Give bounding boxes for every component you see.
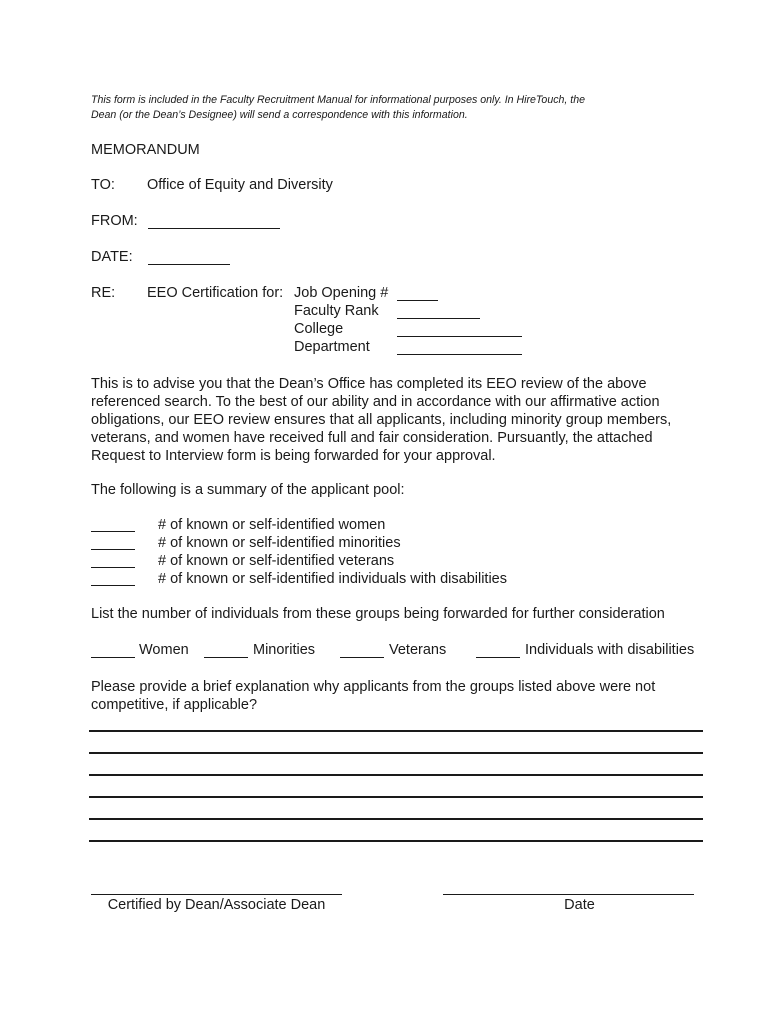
explanation-line: competitive, if applicable?	[91, 697, 258, 713]
explanation-line: Please provide a brief explanation why applicants from the groups listed above were not	[91, 679, 656, 695]
pool-women-blank[interactable]	[91, 531, 135, 532]
pool-item-women: # of known or self-identified women	[158, 517, 386, 533]
to-value: Office of Equity and Diversity	[147, 177, 333, 193]
college-blank[interactable]	[397, 336, 522, 337]
explanation-writing-line[interactable]	[89, 796, 703, 798]
paragraph-line: veterans, and women have received full and fair consideration. Pursuantly, the attached	[91, 430, 653, 446]
pool-veterans-blank[interactable]	[91, 567, 135, 568]
header-note	[91, 93, 585, 123]
forward-minorities-blank[interactable]	[204, 657, 248, 658]
paragraph-line: obligations, our EEO review ensures that all applicants, including minority group members,	[91, 412, 672, 428]
date-blank[interactable]	[148, 264, 230, 265]
memo-title: MEMORANDUM	[91, 142, 200, 158]
forward-minorities-label: Minorities	[253, 642, 316, 658]
date-label: DATE:	[91, 249, 133, 265]
re-field-job-opening: Job Opening #	[294, 285, 389, 301]
header-note-line-2: Dean (or the Dean’s Designee) will send a correspondence with this information.	[91, 109, 468, 121]
faculty-rank-blank[interactable]	[397, 318, 480, 319]
from-label: FROM:	[91, 213, 138, 229]
pool-item-minorities: # of known or self-identified minorities	[158, 535, 401, 551]
forward-veterans-blank[interactable]	[340, 657, 384, 658]
explanation-writing-line[interactable]	[89, 730, 703, 732]
forward-disabilities-blank[interactable]	[476, 657, 520, 658]
pool-minorities-blank[interactable]	[91, 549, 135, 550]
explanation-prompt	[91, 678, 655, 714]
forward-disabilities-label: Individuals with disabilities	[525, 642, 695, 658]
explanation-writing-line[interactable]	[89, 774, 703, 776]
certified-label: Certified by Dean/Associate Dean	[107, 897, 326, 913]
re-prefix: EEO Certification for:	[147, 285, 284, 301]
forward-intro: List the number of individuals from these groups being forwarded for further consideration	[91, 606, 665, 622]
paragraph-line: This is to advise you that the Dean’s Office has completed its EEO review of the above	[91, 376, 647, 392]
pool-item-disabilities: # of known or self-identified individuals with disabilities	[158, 571, 507, 587]
forward-women-label: Women	[139, 642, 189, 658]
from-blank[interactable]	[148, 228, 280, 229]
signature-date-label: Date	[564, 897, 595, 913]
dean-signature-line[interactable]	[91, 894, 342, 895]
re-label: RE:	[91, 285, 116, 301]
pool-intro: The following is a summary of the applicant pool:	[91, 482, 405, 498]
explanation-writing-line[interactable]	[89, 752, 703, 754]
re-field-college: College	[294, 321, 344, 337]
header-note-line-1: This form is included in the Faculty Recruitment Manual for informational purposes only. In HireTouch, the	[91, 94, 586, 106]
department-blank[interactable]	[397, 354, 522, 355]
advisory-paragraph	[91, 375, 671, 465]
explanation-writing-line[interactable]	[89, 818, 703, 820]
explanation-writing-line[interactable]	[89, 840, 703, 842]
paragraph-line: Request to Interview form is being forwarded for your approval.	[91, 448, 496, 464]
re-field-faculty-rank: Faculty Rank	[294, 303, 379, 319]
paragraph-line: referenced search. To the best of our ability and in accordance with our affirmative action	[91, 394, 660, 410]
re-field-department: Department	[294, 339, 370, 355]
job-opening-blank[interactable]	[397, 300, 438, 301]
forward-women-blank[interactable]	[91, 657, 135, 658]
pool-item-veterans: # of known or self-identified veterans	[158, 553, 395, 569]
date-signature-line[interactable]	[443, 894, 694, 895]
forward-veterans-label: Veterans	[389, 642, 447, 658]
pool-disabilities-blank[interactable]	[91, 585, 135, 586]
to-label: TO:	[91, 177, 115, 193]
